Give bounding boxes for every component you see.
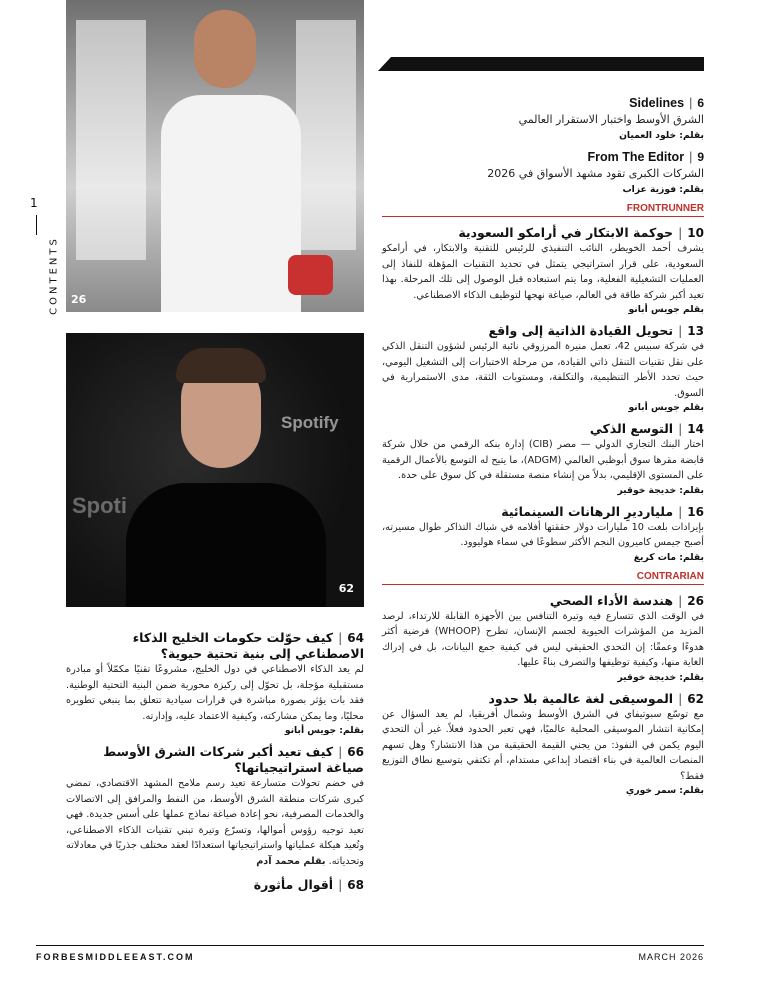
header-bar — [378, 57, 704, 71]
entry-body: بإيرادات بلغت 10 مليارات دولار حققتها أفلامه في شباك التذاكر طوال مسيرته، أصبح جيمس كاميرون النجم الأكثر سطوعًا في سماء هوليوود. — [382, 521, 704, 548]
toc-entry[interactable] — [66, 630, 364, 736]
entry-body: في خضم تحولات متسارعة تعيد رسم ملامح المشهد الاقتصادي، تمضي كبرى شركات منطقة الشرق الأوسط، من النفط والمرافق إلى الاتصالات والخدمات المصرفية، نحو إعادة صياغة نماذج عملها على أسس جديدة. فهي تعيد توجيه رؤوس أموالها، وتسرّع وتيرة تبني تقنيات الذكاء الاصطناعي، وتُعيد هيكلة عملياتها واستراتيجياتها استعدادًا لعقد مختلف جذريًا في معادلاته وتحدياته. بقلم محمد آدم — [66, 778, 364, 867]
entry-body: في الوقت الذي تتسارع فيه وتيرة التنافس بين الأجهزة القابلة للارتداء، لرصد المزيد من المؤشرات الحيوية لجسم الإنسان، تطرح (WHOOP) فرضية أكثر هدوءًا وعمقًا: إن التحدي الحقيقي ليس في كيفية جمع البيانات، بل في إدراك الغاية منها، وكيفية توظيفها والتصرف بناءً عليها. — [382, 610, 704, 668]
brand-logo-text: Spotify — [281, 413, 339, 432]
entry-byline: بقلم: خلود العميان — [619, 130, 704, 141]
entry-body: يشرف أحمد الخويطر، النائب التنفيذي للرئيس للتقنية والابتكار، في أرامكو السعودية، على قرار استراتيجي يتمثل في تحديد التقنيات المؤهلة للنفاذ إلى العمليات التشغيلية الفعلية، وما يتم استبعاده قبل الوصول إلى تلك المرحلة. بهذا تعيد أكبر شركة طاقة في العالم، صياغة نهجها لتوظيف الذكاء الاصطناعي. — [382, 243, 704, 301]
entry-title: 68|أقوال مأثورة — [253, 877, 364, 892]
entry-byline: بقلم محمد آدم — [256, 855, 326, 867]
entry-title: 26|هندسة الأداء الصحي — [549, 592, 704, 608]
entry-subtitle: الشرق الأوسط واختبار الاستقرار العالمي — [518, 113, 704, 126]
entry-byline: بقلم: جويس أبانو — [284, 725, 364, 736]
footer-issue: MARCH 2026 — [638, 952, 704, 962]
toc-entry[interactable] — [66, 877, 364, 893]
entry-byline: بقلم جويس أبانو — [628, 402, 704, 413]
entry-byline: بقلم: خديجة خوقير — [617, 671, 704, 683]
entry-byline: بقلم: مات كريغ — [633, 551, 704, 563]
window-left — [76, 20, 146, 260]
page-footer — [36, 945, 704, 964]
entry-title: From The Editor | 9 — [587, 150, 704, 164]
toc-entry[interactable] — [382, 421, 704, 496]
side-divider — [36, 215, 37, 235]
person-hair — [176, 348, 266, 383]
entry-title: 10|حوكمة الابتكار في أرامكو السعودية — [458, 225, 704, 240]
entry-body: لم يعد الذكاء الاصطناعي في دول الخليج، مشروعًا تقنيًا مكمّلاً أو مبادرة مستقبلية مؤجلة، بل تحوّل إلى ركيزة محورية ضمن البنية التحتية الوطنية. فقد بات يؤثر بصورة مباشرة في قرارات سيادية تتعلق بما ينبغي تطويره محليًا، وما يمكن مشاركته، وكيفية الاعتماد عليه، وإدارته. — [66, 664, 364, 722]
entry-byline: بقلم: سمر خوري — [625, 785, 704, 796]
footer-site[interactable]: FORBESMIDDLEEAST.COM — [36, 952, 195, 962]
photo-entrepreneur[interactable] — [66, 0, 364, 312]
contents-left-column — [66, 630, 364, 901]
window-right — [296, 20, 356, 250]
entry-body: في شركة سبيس 42، تعمل منيرة المرزوقي نائبة الرئيس لشؤون التنقل الذكي على نقل تقنيات التنقل ذاتي القيادة، من مرحلة الاختبارات إلى التشغيل اليومي، حيث تحدد الأطر التنظيمية، والتكلفة، ومستويات الثقة، مدى الاستمرارية في السوق. — [382, 341, 704, 399]
page-number: 1 — [30, 196, 38, 210]
entry-body: اختار البنك التجاري الدولي — مصر (CIB) إدارة بنكه الرقمي من خلال شركة قابضة مقرها سوق أبوظبي العالمي (ADGM)، ما يتيح له التوسع بالأعمال الرقمية على المستوى الإقليمي، بدلاً من إنشاء منصة مستقلة في كل سوق على حدة. — [382, 439, 704, 481]
contents-right-column — [382, 95, 704, 804]
brand-logo-text-2: Spoti — [72, 493, 127, 518]
entry-body: مع توسّع سبوتيفاي في الشرق الأوسط وشمال أفريقيا، لم يعد السؤال عن إمكانية انتشار الموسيقى المحلية عالميًا، فهي تعبر الحدود فعلاً. غير أن التحدي اليوم يكمن في النفوذ: من يجني القيمة الحقيقية من هذا الانتشار؟ وهل تسهم المنصات العالمية في بناء اقتصاد إبداعي مستدام، أم تكتفي بتوسيع نطاق التوزيع فقط؟ — [382, 708, 704, 782]
section-label: CONTENTS — [48, 236, 60, 315]
toc-entry[interactable] — [382, 323, 704, 413]
red-chair — [288, 255, 333, 295]
entry-subtitle: الشركات الكبرى تقود مشهد الأسواق في 2026 — [487, 167, 704, 180]
toc-entry[interactable] — [382, 149, 704, 195]
entry-title: Sidelines | 6 — [629, 96, 704, 110]
toc-entry[interactable] — [66, 744, 364, 869]
person-jacket — [126, 483, 326, 607]
toc-entry[interactable] — [382, 691, 704, 797]
toc-entry[interactable] — [382, 593, 704, 683]
photo-page-ref: 62 — [338, 582, 354, 595]
entry-title: 66|كيف تعيد أكبر شركات الشرق الأوسط صياغة استراتيجياتها؟ — [103, 744, 364, 775]
toc-entry[interactable] — [382, 504, 704, 563]
photo-page-ref: 26 — [71, 293, 87, 306]
toc-entry[interactable] — [382, 95, 704, 141]
entry-byline: بقلم: خديجة خوقير — [617, 484, 704, 496]
entry-byline: بقلم: فوزية عزاب — [622, 184, 704, 195]
entry-title: 13|تحويل القيادة الذاتية إلى واقع — [488, 323, 704, 338]
toc-entry[interactable] — [382, 225, 704, 315]
section-tag-frontrunner: FRONTRUNNER — [382, 203, 704, 217]
person-head — [194, 10, 256, 88]
entry-byline: بقلم جويس أبانو — [628, 304, 704, 315]
person-shirt — [161, 95, 301, 312]
entry-title: 62|الموسيقى لغة عالمية بلا حدود — [488, 690, 704, 706]
entry-title: 16|مليارديرِ الرهانات السينمائية — [501, 503, 704, 519]
entry-title: 14|التوسع الذكي — [589, 421, 704, 436]
photo-spotify-executive[interactable] — [66, 333, 364, 607]
section-tag-contrarian: CONTRARIAN — [382, 571, 704, 585]
entry-title: 64|كيف حوّلت حكومات الخليج الذكاء الاصطناعي إلى بنية تحتية حيوية؟ — [132, 630, 364, 661]
